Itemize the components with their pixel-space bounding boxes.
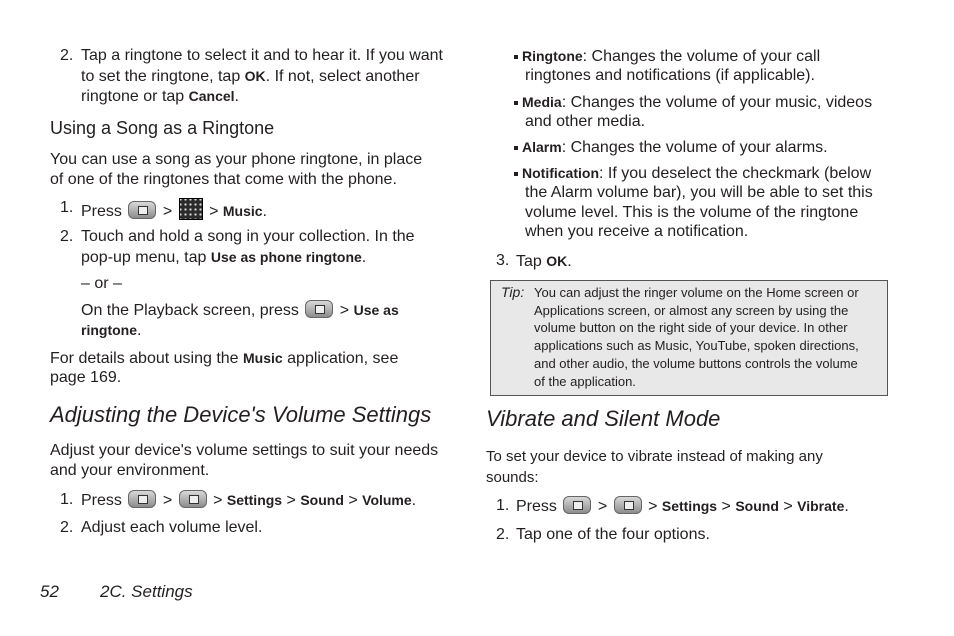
bullet-text: and other media. — [525, 113, 646, 130]
bullet-square-icon — [514, 55, 518, 59]
step-text: pop-up menu, tap Use as phone ringtone. — [81, 249, 367, 266]
bullet-item: Ringtone: Changes the volume of your call — [514, 46, 820, 67]
step-text: ringtone or tap Cancel. — [81, 88, 239, 105]
paragraph: of one of the ringtones that come with the phone. — [50, 171, 397, 188]
paragraph: sounds: — [486, 469, 539, 486]
step-number: 2. — [496, 526, 510, 543]
tip-box — [490, 280, 888, 396]
bullet-text: volume level. This is the volume of the ringtone — [525, 204, 859, 221]
step-text: Press > > Settings > Sound > Volume. — [81, 492, 417, 509]
applications-grid-icon — [179, 198, 203, 220]
step-number: 3. — [496, 252, 510, 269]
step-text: ringtone. — [81, 322, 142, 339]
section-name: 2C. Settings — [100, 582, 193, 601]
bullet-square-icon — [514, 101, 518, 105]
step-text: On the Playback screen, press > Use as — [81, 302, 399, 319]
tip-label: Tip: — [501, 284, 525, 300]
section-heading: Using a Song as a Ringtone — [50, 118, 275, 138]
step-number: 1. — [60, 199, 74, 216]
home-key-icon — [128, 201, 156, 219]
menu-key-icon — [305, 300, 333, 318]
menu-key-icon — [179, 490, 207, 508]
section-title: Adjusting the Device's Volume Settings — [50, 402, 432, 427]
home-key-icon — [128, 490, 156, 508]
bullet-item: Alarm: Changes the volume of your alarms. — [514, 137, 828, 158]
step-number: 2. — [60, 47, 74, 64]
bullet-text: when you receive a notification. — [525, 223, 749, 240]
step-text: to set the ringtone, tap OK. If not, select another — [81, 68, 420, 85]
step-number: 2. — [60, 519, 74, 536]
menu-key-icon — [614, 496, 642, 514]
or-separator: – or – — [81, 275, 122, 292]
step-text: Tap one of the four options. — [516, 526, 710, 543]
paragraph: Adjust your device's volume settings to suit your needs — [50, 442, 439, 459]
bullet-square-icon — [514, 172, 518, 176]
bullet-item: Notification: If you deselect the checkmark (below — [514, 163, 871, 184]
page-number: 52 — [40, 582, 59, 601]
section-title: Vibrate and Silent Mode — [486, 406, 721, 431]
tip-text: You can adjust the ringer volume on the Home screen or Applications screen, or almost any screen by using the volume button on the right side of your device. In other applications such as Music, YouTube, spoken directions, and other audio, the volume buttons controls the volume of the application. — [534, 285, 859, 389]
step-number: 1. — [496, 497, 510, 514]
paragraph: and your environment. — [50, 462, 210, 479]
step-number: 2. — [60, 228, 74, 245]
bullet-item: Media: Changes the volume of your music, videos — [514, 92, 872, 113]
step-text: Press > > Music. — [81, 198, 267, 222]
paragraph: To set your device to vibrate instead of making any — [486, 448, 823, 465]
step-text: Adjust each volume level. — [81, 519, 263, 536]
step-text: Tap a ringtone to select it and to hear it. If you want — [81, 47, 443, 64]
bullet-text: the Alarm volume bar), you will be able to set this — [525, 184, 873, 201]
step-text: Touch and hold a song in your collection. In the — [81, 228, 415, 245]
step-number: 1. — [60, 491, 74, 508]
paragraph: page 169. — [50, 369, 122, 386]
bullet-text: ringtones and notifications (if applicable). — [525, 67, 815, 84]
bullet-square-icon — [514, 146, 518, 150]
paragraph: For details about using the Music application, see — [50, 350, 399, 367]
step-text: Press > > Settings > Sound > Vibrate. — [516, 498, 849, 515]
step-text: Tap OK. — [516, 253, 572, 270]
paragraph: You can use a song as your phone ringtone, in place — [50, 151, 423, 168]
home-key-icon — [563, 496, 591, 514]
